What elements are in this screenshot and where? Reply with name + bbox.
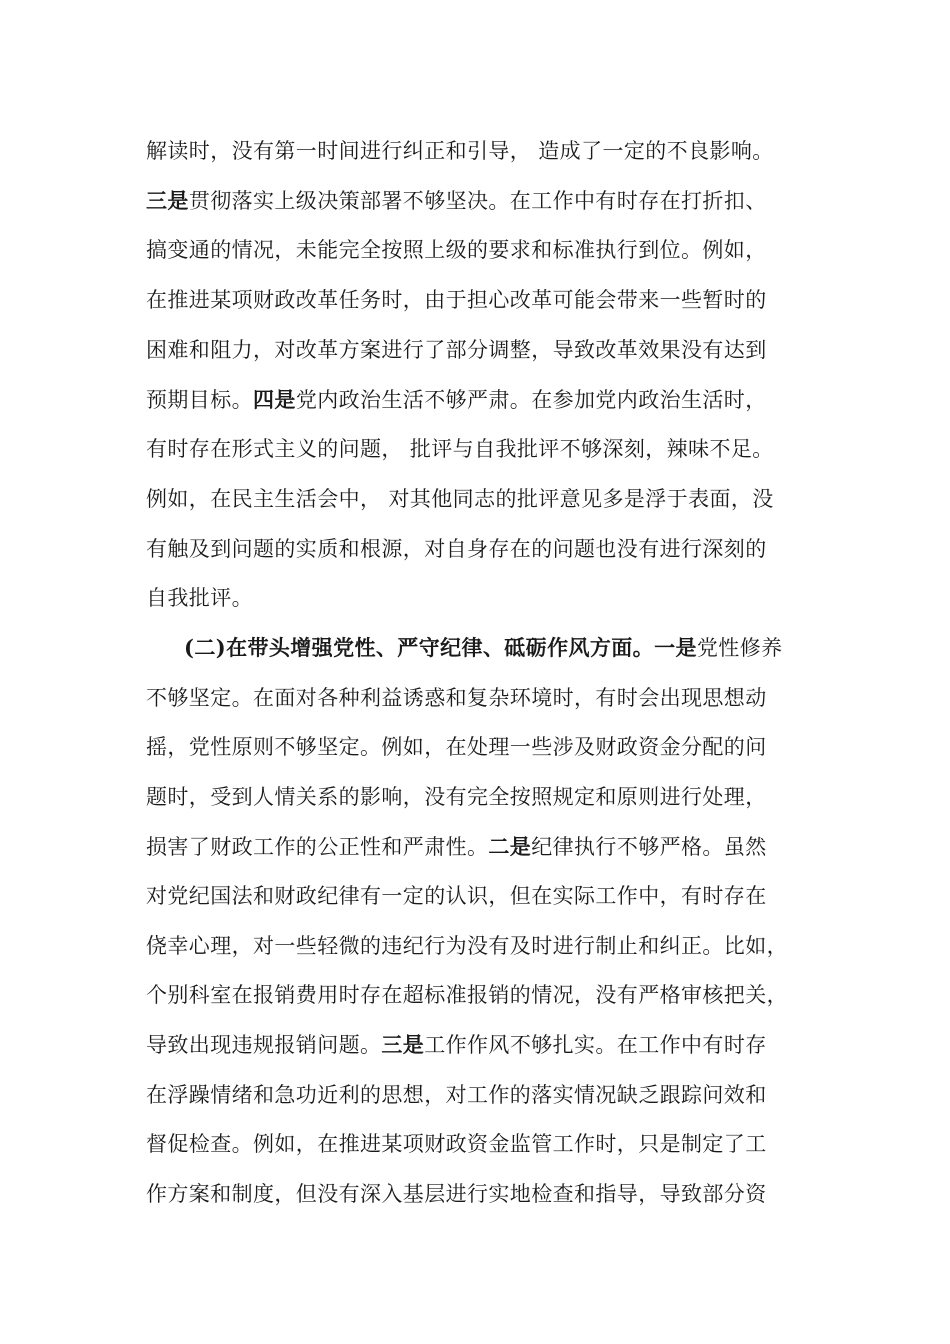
text-run: 有时存在形式主义的问题， 批评与自我批评不够深刻，辣味不足。 — [146, 437, 774, 461]
text-line — [146, 280, 826, 320]
text-run: 有触及到问题的实质和根源，对自身存在的问题也没有进行深刻的 — [146, 537, 767, 561]
text-line — [146, 330, 826, 370]
text-run: 对党纪国法和财政纪律有一定的认识，但在实际工作中，有时存在 — [146, 884, 767, 908]
text-run: 党内政治生活不够严肃。在参加党内政治生活时， — [295, 388, 767, 412]
text-line — [146, 777, 826, 817]
text-line — [146, 181, 826, 221]
text-run: 党性修养 — [696, 636, 783, 660]
text-run: 解读时，没有第一时间进行纠正和引导， 造成了一定的不良影响。 — [146, 139, 774, 163]
text-line — [146, 1124, 826, 1164]
text-line — [146, 727, 826, 767]
text-run: 摇，党性原则不够坚定。例如，在处理一些涉及财政资金分配的问 — [146, 735, 767, 759]
text-run: 例如，在民主生活会中， 对其他同志的批评意见多是浮于表面，没 — [146, 487, 774, 511]
text-run: 侥幸心理，对一些轻微的违纪行为没有及时进行制止和纠正。比如， — [146, 934, 788, 958]
text-run: 搞变通的情况，未能完全按照上级的要求和标准执行到位。例如， — [146, 238, 767, 262]
text-line — [146, 578, 826, 618]
text-line — [146, 1025, 826, 1065]
text-run: 题时，受到人情关系的影响，没有完全按照规定和原则进行处理， — [146, 785, 767, 809]
text-line — [146, 975, 826, 1015]
text-line — [146, 230, 826, 270]
text-run: 损害了财政工作的公正性和严肃性。 — [146, 835, 489, 859]
text-line — [146, 429, 826, 469]
text-line — [146, 380, 826, 420]
ordinal-label: 一是 — [654, 635, 697, 660]
ordinal-label: 三是 — [146, 188, 189, 213]
text-line — [146, 529, 826, 569]
text-run: 纪律执行不够严格。虽然 — [531, 835, 767, 859]
ordinal-label: 三是 — [381, 1032, 425, 1057]
text-line — [146, 827, 826, 867]
text-line — [146, 678, 826, 718]
text-run: 作方案和制度，但没有深入基层进行实地检查和指导，导致部分资 — [146, 1182, 767, 1206]
text-line — [146, 876, 826, 916]
text-run: 在浮躁情绪和急功近利的思想，对工作的落实情况缺乏跟踪问效和 — [146, 1083, 767, 1107]
ordinal-label: 二是 — [488, 834, 532, 859]
text-line — [146, 479, 826, 519]
text-line — [146, 926, 826, 966]
text-run: 工作作风不够扎实。在工作中有时存 — [424, 1033, 767, 1057]
text-run: 贯彻落实上级决策部署不够坚决。在工作中有时存在打折扣、 — [188, 189, 767, 213]
text-run: 督促检查。例如，在推进某项财政资金监管工作时，只是制定了工 — [146, 1132, 767, 1156]
text-line — [184, 628, 864, 668]
ordinal-label: 四是 — [253, 387, 296, 412]
section-heading: (二)在带头增强党性、严守纪律、砥砺作风方面。 — [184, 635, 655, 660]
text-run: 不够坚定。在面对各种利益诱惑和复杂环境时，有时会出现思想动 — [146, 686, 767, 710]
text-run: 自我批评。 — [146, 586, 253, 610]
text-line — [146, 1174, 826, 1214]
text-run: 导致出现违规报销问题。 — [146, 1033, 382, 1057]
text-run: 预期目标。 — [146, 388, 253, 412]
text-line — [146, 131, 826, 171]
text-run: 困难和阻力，对改革方案进行了部分调整，导致改革效果没有达到 — [146, 338, 767, 362]
text-run: 在推进某项财政改革任务时，由于担心改革可能会带来一些暂时的 — [146, 288, 767, 312]
text-run: 个别科室在报销费用时存在超标准报销的情况，没有严格审核把关， — [146, 983, 788, 1007]
text-line — [146, 1075, 826, 1115]
